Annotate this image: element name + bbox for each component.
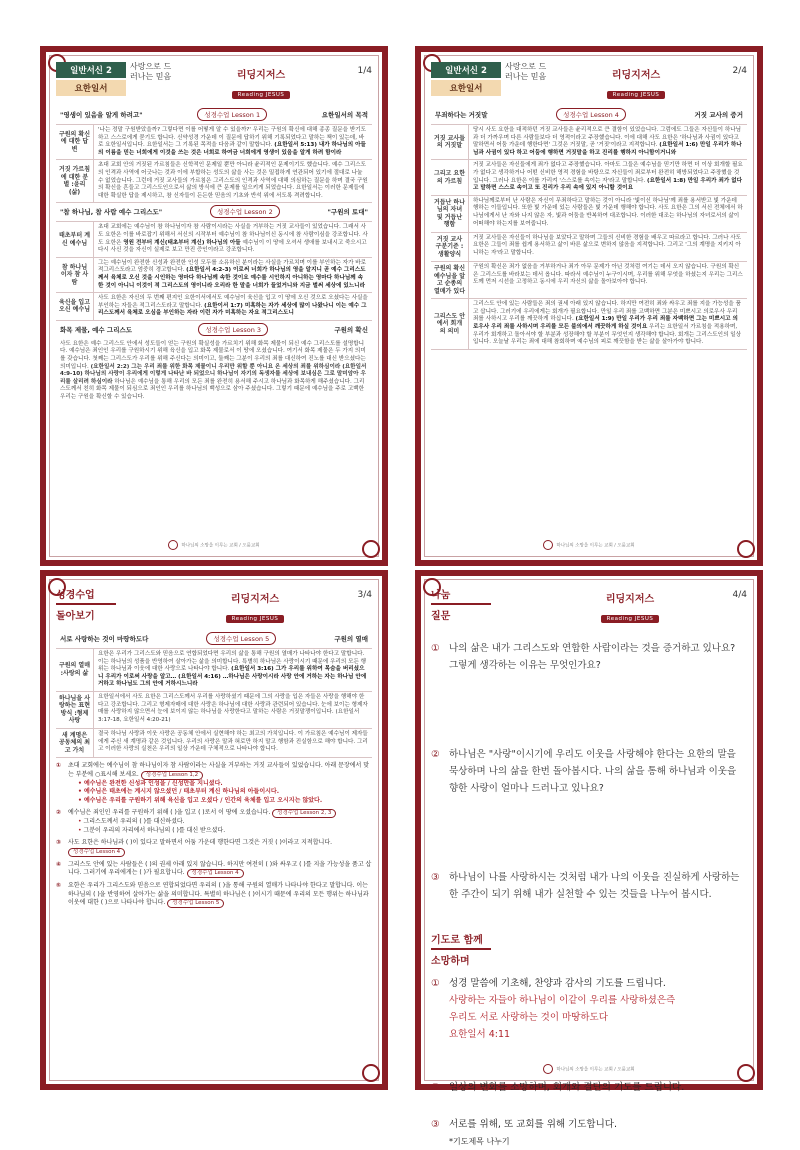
table-row bbox=[431, 261, 747, 298]
table-row bbox=[431, 159, 747, 194]
prayer-verse: 사랑하는 자들아 하나님이 이같이 우리를 사랑하셨은즉 bbox=[449, 995, 676, 1006]
table-row bbox=[431, 298, 747, 350]
lesson-pill: 성경수업 Lesson 5 bbox=[167, 899, 224, 908]
blank-item: • 그분이 우리의 자리에서 하나님의 ( )를 대신 받으셨다. bbox=[78, 827, 336, 836]
page-number: 4/4 bbox=[732, 590, 747, 600]
lesson-left: "참 하나님, 참 사람 예수 그리스도" bbox=[60, 208, 163, 217]
question-text: 예수님은 죄인인 우리를 구원하기 위해 ( )을 입고 ( )로서 이 땅에 오셨습니다. bbox=[68, 809, 271, 817]
paragraph-verse: (요한일서 2:2) 그는 우리 죄를 위한 화목 제물이니 우리만 위할 뿐 아니요 온 세상의 죄를 위하심이라 (요한일서 4:9-10) 하나님의 사랑이 우리에게 이렇게 나타난 바 되었으니 하나님이 자기의 독생자를 세상에 보내심은 그로 말미암아 우리를 살리려 하심이라 bbox=[60, 363, 367, 385]
footer bbox=[46, 540, 382, 550]
review-question: ① 초대 교회에는 예수님이 참 하나님이자 참 사람이라는 사실을 거부하는 거짓 교사들이 있었습니다. 아래 문장에서 맞는 부분에 ○표시해 보세요. 성경수업 Lesson 1,2 • 예수님은 완전한 신성과 인성을 / 신성만을 지니셨다. • 예수님은 태초에는 계시지 않으셨던 / 태초부터 계신 하나님의 아들이시다. • 예수님은 우리를 구원하기 위해 육신을 입고 오셨다 / 인간의 육체를 입고 오시지는 않았다. bbox=[56, 762, 372, 805]
row-text: 그리스도 안에 있는 사람들은 죄의 권세 아래 있지 않습니다. 하지만 여전히 죄와 싸우고 죄를 지을 가능성을 품고 삽니다. 그러기에 우리에게는 회개가 필요합니다. 만일 우리 죄를 고백하면 그분은 미쁘시고 의로우사 우리 죄를 사하시고 우리를 깨끗하게 하십니다. bbox=[473, 301, 741, 323]
lesson-header bbox=[56, 632, 372, 645]
lesson-header bbox=[56, 323, 372, 336]
row-label: 참 하나님 이자 참 사람 bbox=[56, 258, 94, 292]
row-verse: (요한일서 4:2-3) 이로써 너희가 하나님의 영을 알지니 곧 예수 그리스도께서 육체로 오신 것을 시인하는 영마다 하나님께 속한 것이요 예수를 시인하지 아니하는 영마다 하나님께 속한 것이 아니니 이것이 적 그리스도의 영이니라 오리라 한 말을 너희가 들었거니와 지금 벌써 세상에 있느니라 bbox=[98, 267, 366, 289]
blank-item: • 그리스도께서 우리의 ( )를 대신하셨다. bbox=[78, 818, 336, 827]
lesson-right: 구원의 확신 bbox=[334, 325, 368, 334]
table-row bbox=[56, 159, 372, 203]
row-text: 초대 교회에는 예수님이 참 하나님이자 참 사람이시라는 사실을 거부하는 거짓 교사들이 있었습니다. 그래서 사도 요한은 이를 바로잡기 위해서 서신의 시작부터 예수님이 참 하나님이신 동시에 참 사람이심을 강조합니다. 사도 요한은 bbox=[98, 224, 368, 246]
row-label: 구원의 확신에 대한 답변 bbox=[56, 125, 94, 159]
footer-text: 하나님의 소망을 이루는 교회 / 오륜교회 bbox=[556, 543, 635, 549]
row-text: 요한은 우리가 그리스도와 믿음으로 연합되었다면 우리의 삶을 통해 구원의 열매가 나타나야 한다고 말합니다. 이는 하나님의 성품을 반영하여 살아가는 삶을 의미합니다. 특별히 하나님은 사랑이시기 때문에 우리의 모든 행위는 하나님과 이웃에 대한 사랑으로 나타나야 합니다. bbox=[98, 651, 367, 673]
subtitle: 사랑으로 드러나는 믿음 bbox=[130, 62, 172, 81]
row-label: 하나님을 사랑하는 표현 방식 :형제사랑 bbox=[56, 692, 94, 728]
footer bbox=[421, 1064, 757, 1074]
row-text: 거짓 교사들은 자신들이 하나님을 보았다고 말하며 그들의 신비한 경험을 배우고 따르라고 합니다. 그러나 사도 요한은 그들이 죄를 쉽게 용서하고 삶이 바른 삶으로 변하지 않음을 지적합니다. 그리고 '그의 계명을 지키지 아니하는 자'라고 말합니다. bbox=[473, 234, 742, 256]
prayer-tag-sub: 소망하며 bbox=[431, 948, 491, 967]
page-header bbox=[431, 62, 747, 106]
review-question: ④ 그리스도 안에 있는 사람들은 ( )의 권세 아래 있지 않습니다. 하지만 여전히 ( )와 싸우고 ( )를 지을 가능성을 품고 삽니다. 그러기에 우리에게는 ( )가 필요합니다. 성경수업 Lesson 4 bbox=[56, 860, 372, 877]
paragraph-text: 사도 요한은 예수 그리스도 안에서 성도들이 얻는 구원의 확실성을 가르치기 위해 화목 제물이 되신 예수 그리스도를 설명합니다. 예수님은 죄인인 우리를 구원하시기 위해 육신을 입고 화목 제물로서 이 땅에 오셨습니다. 여기서 화목 제물은 두 가지 의미를 갖습니다. 첫째는 그리스도가 우리를 위해 주신다는 의미이고, 둘째는 그분이 우리의 죄를 대신하여 진노를 대신 받으셨다는 의미입니다. bbox=[60, 340, 366, 370]
book-tag: 요한일서 bbox=[56, 80, 126, 96]
lesson-pill: 성경수업 Lesson 1 bbox=[197, 108, 267, 121]
row-text: 구원의 확신은 죄가 없음을 거부하거나 죄가 아무 문제가 아닌 것처럼 여기는 데서 오지 않습니다. 구원의 확신은 그리스도를 바라보는 데서 옵니다. 따라서 예수님이 누구이시며, 우리를 위해 무엇을 하셨는지 우리는 그리스도께 먼저 시선을 고정하고 동시에 우리 자신의 삶을 돌아보아야 합니다. bbox=[473, 264, 743, 286]
prayer-item: ② 일상의 변화를 소망하며, 회개와 결단의 기도를 드립니다. bbox=[431, 1079, 747, 1096]
paragraph-text: 하나님은 예수님을 통해 우리의 모든 죄를 완전히 용서해 주시고 하나님과 화목하게 해주셨습니다. 그리스도께서 친히 화목 제물이 되심으로 죄인인 우리를 하나님의 백성으로 삼아 주셨습니다. 그렇기 때문에 예수님을 주로 고백한 우리는 구원을 확신할 수 있습니다. bbox=[60, 378, 365, 401]
prayer-item: ① 성경 말씀에 기초해, 찬양과 감사의 기도를 드립니다. 사랑하는 자들아 하나님이 이같이 우리를 사랑하셨은즉 우리도 서로 사랑하는 것이 마땅하도다 요한일서 4:11 bbox=[431, 975, 747, 1043]
lesson-table bbox=[56, 221, 372, 321]
question-text: 사도 요한은 하나님과 ( )이 있다고 말하면서 어둠 가운데 행한다면 그것은 거짓 ( )이라고 지적합니다. bbox=[68, 839, 333, 847]
reading-sub: Reading JESUS bbox=[226, 615, 285, 623]
row-text: 요한일서에서 사도 요한은 그리스도께서 우리를 사랑하셨기 때문에 그의 사랑을 입은 자들은 사랑을 행해야 한다고 강조합니다. 그리고 형제자매에 대한 사랑은 하나님에 대한 사랑과 관련되어 있습니다. 눈에 보이는 형제자매를 사랑하지 않으면서 눈에 보이지 않는 하나님을 사랑한다고 말하는 사람은 거짓말쟁이입니다. (요한일서 3:17-18, 요한일서 4:20-21) bbox=[98, 693, 368, 723]
prayer-verse: 우리도 서로 사랑하는 것이 마땅하도다 bbox=[449, 1012, 608, 1023]
table-row bbox=[56, 221, 372, 256]
footer-text: 하나님의 소망을 이루는 교회 / 오륜교회 bbox=[181, 543, 260, 549]
page-4 bbox=[415, 570, 763, 1146]
page-2 bbox=[415, 46, 763, 566]
section-tag: 나눔 bbox=[431, 590, 451, 601]
row-label: 거짓 교사 구분기준 : 생활양식 bbox=[431, 233, 469, 262]
prayer-item: ③ 서로를 위해, 또 교회를 위해 기도합니다. *기도제목 나누기 bbox=[431, 1116, 747, 1150]
page-number: 2/4 bbox=[732, 66, 747, 76]
table-row bbox=[431, 124, 747, 159]
prayer-text: 성경 말씀에 기초해, 찬양과 감사의 기도를 드립니다. bbox=[449, 978, 666, 989]
prayer-list bbox=[431, 975, 747, 1150]
series-tag: 일반서신 2 bbox=[56, 62, 126, 78]
row-label: 거짓 교사들의 거짓말 bbox=[431, 125, 469, 159]
reading-sub: Reading JESUS bbox=[607, 91, 666, 99]
lesson-right: 거짓 교사의 증거 bbox=[694, 111, 743, 119]
row-label: 구원의 확신 예수님을 알고 순종의 열매가 있다 bbox=[431, 262, 469, 298]
question-text: 초대 교회에는 예수님이 참 하나님이자 참 사람이라는 사실을 거부하는 거짓 교사들이 있었습니다. 아래 문장에서 맞는 부분에 ○표시해 보세요. bbox=[68, 762, 370, 778]
lesson-left: 서로 사랑하는 것이 마땅하도다 bbox=[60, 635, 149, 643]
row-label: 그리고 요한의 가르침 bbox=[431, 160, 469, 194]
page-header bbox=[56, 62, 372, 106]
row-text: 그는 예수님이 완전한 신성과 완전한 인성 모두를 소유하신 분이라는 사실을 가르치며 이를 부인하는 자가 바로 적그리스도라고 엄중히 경고합니다. bbox=[98, 259, 367, 274]
question-text: 요한은 우리가 그리스도와 믿음으로 연합되었다면 우리의 ( )을 통해 구원의 열매가 나타나야 한다고 말합니다. 이는 하나님의 ( )을 반영하여 살아가는 삶을 의미합니다. 특별히 하나님은 ( )이시기 때문에 우리의 모든 행위는 하나님과 이웃에 대한 ( )으로 나타나야 합니다. bbox=[68, 882, 369, 907]
sharing-question: ③ 하나님이 나를 사랑하시는 것처럼 내가 나의 이웃을 진실하게 사랑하는 한 주간이 되기 위해 내가 실천할 수 있는 것들을 나누어 봅시다. bbox=[431, 869, 747, 903]
section-tag-sub: 질문 bbox=[431, 603, 491, 622]
row-bold: 영원 전부터 계신(태초부터 계신) 하나님의 아들 bbox=[123, 239, 241, 246]
series-tag: 일반서신 2 bbox=[431, 62, 501, 78]
reading-sub: Reading JESUS bbox=[232, 91, 291, 99]
row-verse: (요한이서 1:7) 미혹하는 자가 세상에 많이 나왔나니 이는 예수 그리스도께서 육체로 오심을 부인하는 자라 이런 자가 미혹하는 자요 적그리스도니 bbox=[98, 302, 367, 317]
question-text: 나의 삶은 내가 그리스도와 연합한 사람이라는 것을 증거하고 있나요? 그렇게 생각하는 이유는 무엇인가요? bbox=[449, 643, 736, 671]
table-row bbox=[56, 124, 372, 159]
row-text: 초대 교회 안의 거짓된 가르침들은 신학적인 문제일 뿐만 아니라 윤리적인 문제이기도 했습니다. 예수 그리스도의 인격과 사역에 어긋나는 것과 이에 부합하는 성도의 삶을 사는 것은 밀접하게 연관되어 있기에 절대로 나눌 수 없었습니다. 그런데 거짓 교사들의 가르침은 그리스도의 인격과 사역에 대해 의심하는 질문을 하며 결국 구원의 확신을 흔들고 그리스도인으로서 삶의 방식에 큰 문제를 일으키게 되었습니다. 요한일서는 이러한 문제들에 대한 확실한 답을 제시하고, 참 신자들이 든든한 믿음의 기초와 반석 위에 서도록 격려합니다. bbox=[98, 162, 368, 199]
table-row bbox=[56, 257, 372, 292]
page-number: 1/4 bbox=[357, 66, 372, 76]
row-verse: (요한일서 5:13) 내가 하나님의 아들의 이름을 믿는 너희에게 이것을 쓰는 것은 너희로 하여금 너희에게 영생이 있음을 알게 하려 함이라 bbox=[98, 142, 366, 156]
row-text: 우리는 요한일서 가르침을 적용하며, 우리가 회개하고 돌아서야 할 부분과 성장해야 할 부분이 무엇인지 생각해야 합니다. 회개는 그리스도인의 일상입니다. 오늘날 우리는 죄에 대해 참회하며 예수님의 피로 깨끗함을 받는 삶을 살아가야 합니다. bbox=[473, 324, 742, 346]
lesson-table bbox=[56, 648, 372, 758]
lesson-table bbox=[56, 124, 372, 203]
reading-title: 리딩지저스 bbox=[236, 70, 286, 81]
row-label: 거짓 가르침에 대한 분별 :윤리(삶) bbox=[56, 160, 94, 202]
book-tag: 요한일서 bbox=[431, 80, 501, 96]
church-logo-icon bbox=[543, 540, 553, 550]
lesson-pill: 성경수업 Lesson 3 bbox=[198, 323, 268, 336]
page-1 bbox=[40, 46, 388, 566]
row-text: 당시 사도 요한을 대적하던 거짓 교사들은 윤리적으로 큰 결함이 있었습니다. 그럼에도 그들은 자신들이 하나님과 더 가까우며 다른 사람들보다 더 영적이라고 주장했습니다. 이에 대해 사도 요한은 '하나님과 사귐이 있다고 말하면서 어둠 가운데 행한다면' 그것은 거짓말, 곧 '거짓'이라고 지적합니다. bbox=[473, 127, 742, 149]
row-text: 거짓 교사들은 자신들에게 죄가 없다고 주장했습니다. 아마도 그들은 예수님을 믿기만 하면 더 이상 회개할 필요가 없다고 생각하거나 어떤 신비한 영적 경험을 바탕으로 자신들이 죄로부터 완전히 해방되었다고 주장했을 것입니다. 그러나 요한은 이를 가리켜 '스스로를 속이는 자'라고 말합니다. bbox=[473, 162, 743, 184]
lesson-pill: 성경수업 Lesson 2, 3 bbox=[272, 809, 336, 818]
lesson-right: "구원의 토대" bbox=[327, 208, 368, 217]
reading-sub: Reading JESUS bbox=[601, 615, 660, 623]
table-row bbox=[431, 195, 747, 232]
prayer-text: 일상의 변화를 소망하며, 회개와 결단의 기도를 드립니다. bbox=[449, 1082, 685, 1093]
lesson-paragraph bbox=[56, 339, 372, 404]
lesson-left: "영생이 있음을 알게 하려고" bbox=[60, 111, 143, 119]
footer bbox=[421, 540, 757, 550]
review-question: ② 예수님은 죄인인 우리를 구원하기 위해 ( )을 입고 ( )로서 이 땅에 오셨습니다. 성경수업 Lesson 2, 3 • 그리스도께서 우리의 ( )를 대신하셨다. • 그분이 우리의 자리에서 하나님의 ( )를 대신 받으셨다. bbox=[56, 809, 372, 835]
sharing-question: ① 나의 삶은 내가 그리스도와 연합한 사람이라는 것을 증거하고 있나요? 그렇게 생각하는 이유는 무엇인가요? bbox=[431, 640, 747, 674]
page-header bbox=[56, 586, 372, 630]
table-row bbox=[56, 648, 372, 691]
table-row bbox=[56, 728, 372, 759]
sharing-question: ② 하나님은 "사랑"이시기에 우리도 이웃을 사랑해야 한다는 요한의 말을 묵상하며 나의 삶을 한번 돌아봅시다. 나의 삶을 통해 하나님과 이웃을 향한 사랑이 얼마나 드러나고 있나요? bbox=[431, 746, 747, 797]
question-text: 그리스도 안에 있는 사람들은 ( )의 권세 아래 있지 않습니다. 하지만 여전히 ( )와 싸우고 ( )를 지을 가능성을 품고 삽니다. 그러기에 우리에게는 ( )가 필요합니다. bbox=[68, 860, 372, 877]
row-label: 거듭난 하나님의 자녀 및 거듭난 행함 bbox=[431, 196, 469, 232]
row-verse: (요한일서 1:9) 만일 우리가 우리 죄를 자백하면 그는 미쁘시고 의로우사 우리 죄를 사하시며 우리를 모든 불의에서 깨끗하게 하실 것이요 bbox=[473, 316, 738, 331]
lesson-pill: 성경수업 Lesson 2 bbox=[210, 205, 280, 218]
church-logo-icon bbox=[543, 1064, 553, 1074]
lesson-right: 구원의 열매 bbox=[334, 635, 368, 643]
row-verse: (요한일서 3:16) 그가 우리를 위하여 목숨을 버리셨으니 우리가 이로써 사랑을 알고… (요한일서 4:16) …하나님은 사랑이시라 사랑 안에 거하는 자는 하나님 안에 거하고 하나님도 그의 안에 거하시느니라 bbox=[98, 666, 367, 688]
page-3 bbox=[40, 570, 388, 1090]
lesson-left: 무죄하다는 거짓말 bbox=[435, 111, 488, 119]
prayer-text: 서로를 위해, 또 교회를 위해 기도합니다. bbox=[449, 1119, 617, 1130]
subtitle: 사랑으로 드러나는 믿음 bbox=[505, 62, 547, 81]
choice-item: • 예수님은 완전한 신성과 인성을 / 신성만을 지니셨다. bbox=[78, 780, 372, 789]
lesson-pill: 성경수업 Lesson 5 bbox=[206, 632, 276, 645]
row-text: '나는 정말 구원받았을까? 그렇다면 이를 어떻게 알 수 있을까?' 우리는 구원의 확신에 대해 종종 질문을 받기도 하고 스스로에게 묻기도 합니다. 신약성경 가운데 이 질문에 답하기 위해 기록되었다고 말하는 책이 있는데, 바로 요한일서입니다. 요한일서는 그 기록된 목적을 다음과 같이 말합니다. bbox=[98, 127, 367, 149]
row-verse: (요한일서 1:8) 만일 우리가 죄가 없다고 말하면 스스로 속이고 또 진리가 우리 속에 있지 아니할 것이요 bbox=[473, 177, 743, 192]
row-text: 결국 하나님 사랑과 이웃 사랑은 공동체 안에서 실현해야 하는 최고의 가치입니다. 이 가르침은 예수님이 제자들에게 주신 새 계명과 같은 것입니다. 우리의 사랑은 말과 혀로만 하지 말고 행함과 진실함으로 해야 합니다. 그리고 이러한 사랑의 실천은 우리의 일상 가운데 구체적으로 나타나야 합니다. bbox=[98, 730, 368, 753]
lesson-left: 화목 제물, 예수 그리스도 bbox=[60, 325, 133, 334]
question-text: 하나님은 "사랑"이시기에 우리도 이웃을 사랑해야 한다는 요한의 말을 묵상하며 나의 삶을 한번 돌아봅시다. 나의 삶을 통해 하나님과 이웃을 향한 사랑이 얼마나 드러나고 있나요? bbox=[449, 749, 737, 794]
lesson-header bbox=[56, 205, 372, 218]
lesson-header bbox=[431, 108, 747, 121]
table-row bbox=[431, 232, 747, 262]
lesson-header bbox=[56, 108, 372, 121]
row-label: 태초부터 계신 예수님 bbox=[56, 222, 94, 256]
review-question: ③ 사도 요한은 하나님과 ( )이 있다고 말하면서 어둠 가운데 행한다면 그것은 거짓 ( )이라고 지적합니다. 성경수업 Lesson 4 bbox=[56, 839, 333, 855]
question-text: 하나님이 나를 사랑하시는 것처럼 내가 나의 이웃을 진실하게 사랑하는 한 주간이 되기 위해 내가 실천할 수 있는 것들을 나누어 봅시다. bbox=[449, 872, 740, 900]
row-label: 그리스도 안에서 회개 의 의미 bbox=[431, 299, 469, 349]
page-header bbox=[431, 586, 747, 630]
row-text: 하나님께로부터 난 사람은 자신이 무죄하다고 말하는 것이 아니라 '빛이신 하나님'께 죄를 용서받고 빛 가운데 행하는 이들입니다. 또한 빛 가운데 있는 사람들은 빛 가운데 행해야 합니다. 사도 요한은 그의 서신 전체에서 하나님에게서 난 자와 나지 않은 자, 빛과 어둠을 반복하여 대조합니다. 이러한 대조는 하나님의 자녀로서의 삶이 어떠해야 하는지를 보여줍니다. bbox=[473, 197, 743, 227]
row-label: 새 계명은 공동체의 최고 가치 bbox=[56, 729, 94, 758]
page-number: 3/4 bbox=[357, 590, 372, 600]
section-tag: 성경수업 bbox=[56, 590, 95, 601]
row-label: 육신을 입고 오신 예수님 bbox=[56, 293, 94, 320]
lesson-table bbox=[431, 124, 747, 350]
row-text: 예수님이 이 땅에 오셔서 생애를 보내시고 죽으시고 다시 사신 것을 자신이 실제로 보고 만진 증인이라고 강조합니다. bbox=[98, 239, 367, 254]
church-logo-icon bbox=[168, 540, 178, 550]
table-row bbox=[56, 292, 372, 321]
prayer-note: *기도제목 나누기 bbox=[449, 1137, 510, 1146]
reading-title: 리딩지저스 bbox=[611, 70, 661, 81]
row-text: 사도 요한은 자신의 두 번째 편지인 요한이서에서도 예수님이 육신을 입고 이 땅에 오신 것으로 오셨다는 사실을 부인하는 자들은 적그리스도라고 말합니다. bbox=[98, 295, 368, 309]
review-question: ⑤ 요한은 우리가 그리스도와 믿음으로 연합되었다면 우리의 ( )을 통해 구원의 열매가 나타나야 한다고 말합니다. 이는 하나님의 ( )을 반영하여 살아가는 삶을 의미합니다. 특별히 하나님은 ( )이시기 때문에 우리의 모든 행위는 하나님과 이웃에 대한 ( )으로 나타나야 합니다. 성경수업 Lesson 5 bbox=[56, 882, 369, 907]
row-verse: (요한일서 1:6) 만일 우리가 하나님과 사귐이 있다 하고 어둠에 행하면 거짓말을 하고 진리를 행하지 아니함이거니와 bbox=[473, 142, 742, 156]
reading-title: 리딩지저스 bbox=[230, 594, 280, 605]
lesson-pill: 성경수업 Lesson 1,2 bbox=[141, 771, 203, 780]
lesson-pill: 성경수업 Lesson 4 bbox=[68, 848, 125, 857]
table-row bbox=[56, 691, 372, 728]
row-label: 구원의 열매 :사랑의 삶 bbox=[56, 649, 94, 691]
lesson-pill: 성경수업 Lesson 4 bbox=[187, 869, 244, 878]
section-tag-sub: 돌아보기 bbox=[56, 603, 116, 622]
choice-item: • 예수님은 우리를 구원하기 위해 육신을 입고 오셨다 / 인간의 육체를 입고 오시지는 않았다. bbox=[78, 797, 372, 806]
prayer-tag: 기도로 함께 bbox=[431, 935, 483, 946]
lesson-right: 요한일서의 목적 bbox=[321, 111, 368, 119]
choice-item: • 예수님은 태초에는 계시지 않으셨던 / 태초부터 계신 하나님의 아들이시다. bbox=[78, 788, 372, 797]
prayer-verse-ref: 요한일서 4:11 bbox=[449, 1029, 511, 1040]
footer-text: 하나님의 소망을 이루는 교회 / 오륜교회 bbox=[556, 1067, 635, 1073]
reading-title: 리딩지저스 bbox=[605, 594, 655, 605]
lesson-pill: 성경수업 Lesson 4 bbox=[556, 108, 626, 121]
